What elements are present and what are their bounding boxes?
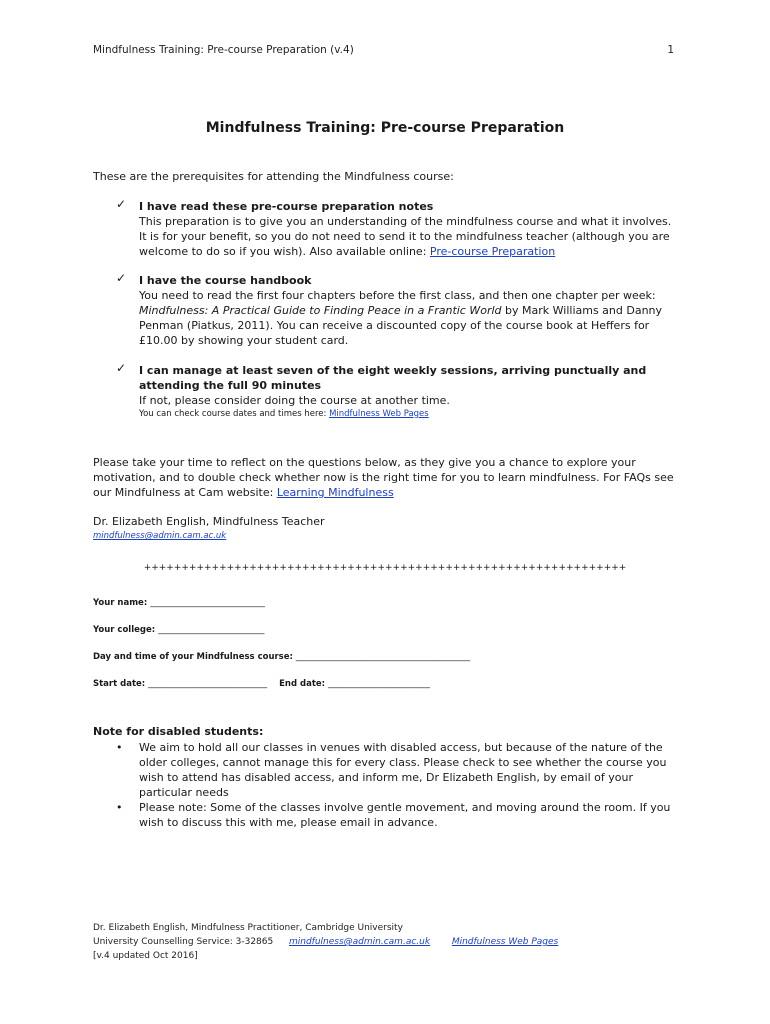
bullet-text: Please note: Some of the classes involve gentle movement, and moving around the room. If you wish to discuss this with me, please email in advance. bbox=[139, 801, 671, 829]
checklist-heading: I have the course handbook bbox=[139, 274, 312, 287]
footer-version: [v.4 updated Oct 2016] bbox=[93, 951, 198, 961]
pre-course-preparation-link[interactable]: Pre-course Preparation bbox=[429, 245, 556, 258]
checklist-body-end: by Mark Williams and Danny Penman (Piatkus, 2011). You can receive a discounted copy of the course book at Heffers for £10.00 by showing your student card. bbox=[139, 304, 663, 347]
checkmark-icon: ✓ bbox=[116, 271, 127, 285]
checklist-small-text bbox=[139, 408, 676, 420]
signature-name: Dr. Elizabeth English, Mindfulness Teacher bbox=[93, 515, 325, 528]
footer-email-link[interactable]: mindfulness@admin.cam.ac.uk bbox=[288, 937, 431, 947]
list-item bbox=[116, 740, 676, 800]
checklist-text bbox=[139, 214, 676, 259]
footer-contact-line bbox=[93, 935, 558, 949]
end-date-label: End date: bbox=[279, 679, 326, 689]
form-day-line bbox=[93, 652, 470, 662]
running-header bbox=[93, 44, 674, 56]
name-blank: ___________________________ bbox=[150, 598, 265, 608]
checklist-item bbox=[116, 273, 676, 348]
checklist-item bbox=[116, 363, 676, 420]
mindfulness-web-pages-link[interactable]: Mindfulness Web Pages bbox=[329, 409, 429, 419]
start-date-blank: ____________________________ bbox=[148, 679, 268, 689]
reflection-paragraph bbox=[93, 455, 678, 500]
college-blank: _________________________ bbox=[158, 625, 265, 635]
disabled-note-list bbox=[116, 740, 676, 830]
intro-text: These are the prerequisites for attending the Mindfulness course: bbox=[93, 170, 454, 183]
checklist-heading: I can manage at least seven of the eight weekly sessions, arriving punctually and attending the full 90 minutes bbox=[139, 364, 647, 392]
form-name-line bbox=[93, 598, 265, 608]
bullet-icon: • bbox=[116, 801, 123, 814]
bullet-icon: • bbox=[116, 741, 123, 754]
divider-line: ++++++++++++++++++++++++++++++++++++++++++++++++++++++++++++++++ bbox=[143, 563, 627, 573]
footer-service: University Counselling Service: 3-32865 bbox=[93, 937, 274, 947]
checklist-item bbox=[116, 199, 676, 259]
form-college-line bbox=[93, 625, 264, 635]
signature-block bbox=[93, 515, 325, 543]
college-label: Your college: bbox=[93, 625, 156, 635]
checklist-text: If not, please consider doing the course at another time. bbox=[139, 394, 450, 407]
reflection-text: Please take your time to reflect on the questions below, as they give you a chance to explore your motivation, and to double check whether now is the right time for you to learn mindfulness. For FAQs see our Mindfulness at Cam website: bbox=[93, 456, 674, 499]
checklist-text bbox=[139, 288, 676, 348]
name-label: Your name: bbox=[93, 598, 148, 608]
page-number: 1 bbox=[667, 44, 674, 56]
checklist-body: This preparation is to give you an understanding of the mindfulness course and what it involves. It is for your benefit, so you do not need to send it to the mindfulness teacher (although you are welcome to do so if you wish). Also available online: bbox=[139, 215, 672, 258]
day-time-blank: _________________________________________ bbox=[295, 652, 471, 662]
start-date-label: Start date: bbox=[93, 679, 146, 689]
course-dates-text: You can check course dates and times here: bbox=[139, 409, 330, 419]
bullet-text: We aim to hold all our classes in venues with disabled access, but because of the nature of the older colleges, cannot manage this for every class. Please check to see whether the course you wish to attend has disabled access, and inform me, Dr Elizabeth English, by email of your particular needs bbox=[139, 741, 667, 799]
checklist-heading: I have read these pre-course preparation notes bbox=[139, 200, 434, 213]
checklist-body: You need to read the first four chapters before the first class, and then one chapter per week: bbox=[139, 289, 656, 302]
disabled-note-title: Note for disabled students: bbox=[93, 725, 264, 738]
signature-email-link[interactable]: mindfulness@admin.cam.ac.uk bbox=[93, 531, 227, 541]
page-footer bbox=[93, 921, 558, 963]
document-title: Mindfulness Training: Pre-course Preparation bbox=[205, 120, 565, 136]
footer-web-link[interactable]: Mindfulness Web Pages bbox=[451, 937, 559, 947]
book-title: Mindfulness: A Practical Guide to Finding Peace in a Frantic World bbox=[139, 304, 502, 317]
end-date-blank: ________________________ bbox=[328, 679, 431, 689]
day-time-label: Day and time of your Mindfulness course: bbox=[93, 652, 293, 662]
form-dates-line bbox=[93, 679, 430, 689]
learning-mindfulness-link[interactable]: Learning Mindfulness bbox=[276, 486, 394, 499]
checkmark-icon: ✓ bbox=[116, 361, 127, 375]
checkmark-icon: ✓ bbox=[116, 197, 127, 211]
running-title: Mindfulness Training: Pre-course Preparation (v.4) bbox=[93, 44, 354, 56]
list-item bbox=[116, 800, 676, 830]
footer-author: Dr. Elizabeth English, Mindfulness Practitioner, Cambridge University bbox=[93, 923, 403, 933]
